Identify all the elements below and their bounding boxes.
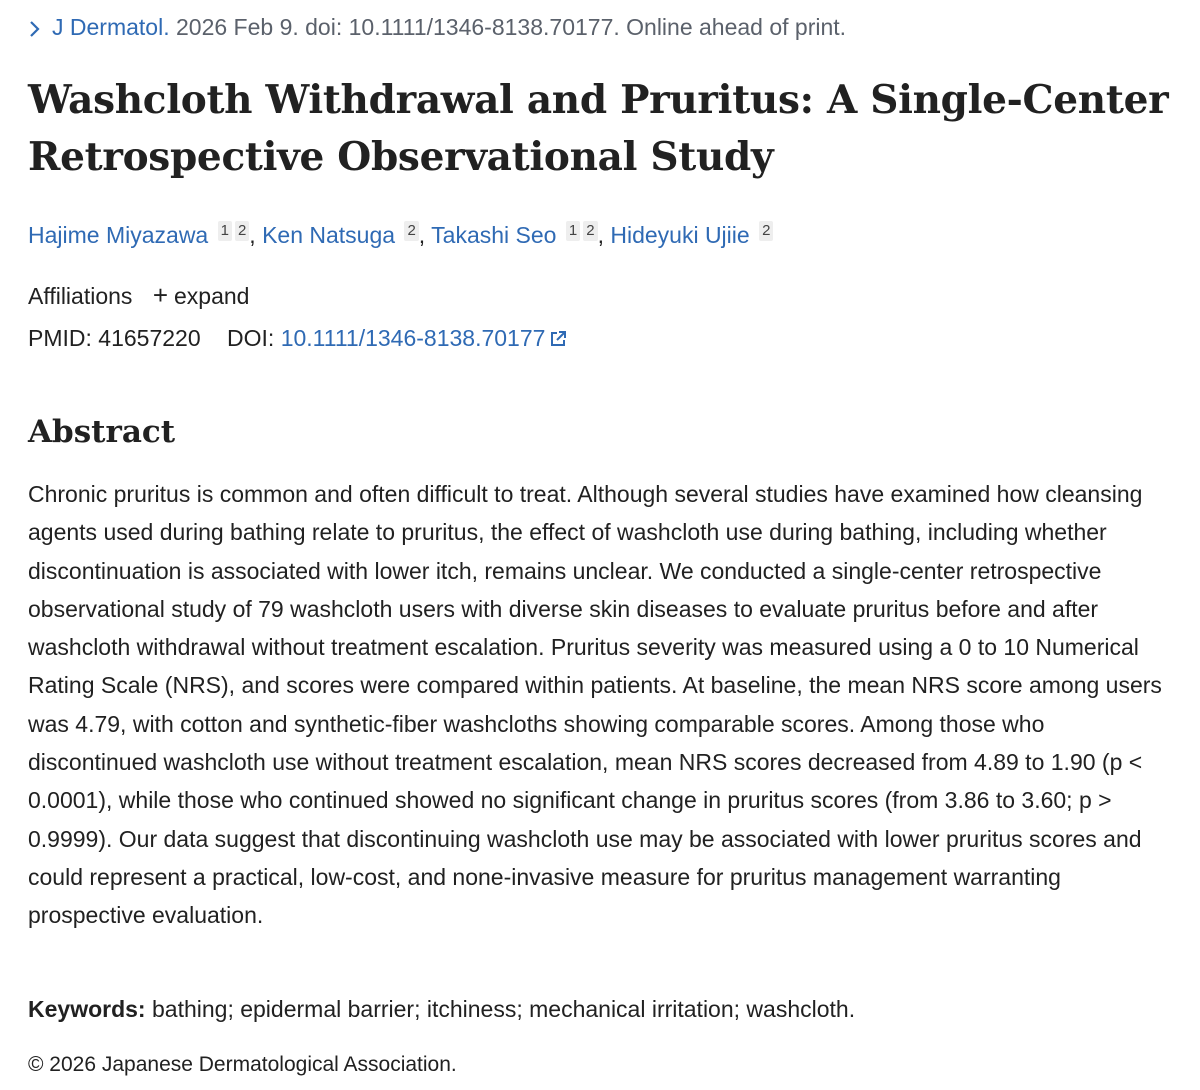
doi-link[interactable]	[281, 325, 568, 351]
affiliations-label: Affiliations	[28, 283, 133, 309]
chevron-right-icon[interactable]	[28, 12, 50, 42]
pmid-label: PMID:	[28, 325, 92, 351]
affiliation-ref[interactable]: 1	[218, 221, 232, 241]
abstract-heading: Abstract	[28, 414, 176, 450]
keywords-label: Keywords:	[28, 996, 146, 1022]
author-link[interactable]: Hideyuki Ujiie	[610, 222, 750, 248]
author-list: Hajime Miyazawa 1 2 , Ken Natsuga 2 , Takashi Seo 1 2 , Hideyuki Ujiie 2	[28, 219, 773, 251]
doi-value: 10.1111/1346-8138.70177	[280, 325, 546, 351]
author-link[interactable]: Ken Natsuga	[262, 222, 396, 248]
affiliation-ref[interactable]: 2	[404, 221, 418, 241]
keywords-text: bathing; epidermal barrier; itchiness; mechanical irritation; washcloth.	[151, 996, 856, 1022]
plus-icon: +	[152, 280, 168, 310]
external-link-icon	[549, 324, 567, 356]
abstract-text: Chronic pruritus is common and often difficult to treat. Although several studies have examined how cleansing agents used during bathing relate to pruritus, the effect of washcloth use during bathing, including whether discontinuation is associated with lower itch, remains unclear. We conducted a single-center retrospective observational study of 79 washcloth users with diverse skin diseases to evaluate pruritus before and after washcloth withdrawal without treatment escalation. Pruritus severity was measured using a 0 to 10 Numerical Rating Scale (NRS), and scores were compared within patients. At baseline, the mean NRS score among users was 4.79, with cotton and synthetic-fiber washcloths showing comparable scores. Among those who discontinued washcloth use without treatment escalation, mean NRS scores decreased from 4.89 to 1.90 (p < 0.0001), while those who continued showed no significant change in pruritus scores (from 3.86 to 3.60; p > 0.9999). Our data suggest that discontinuing washcloth use may be associated with lower pruritus scores and could represent a practical, low-cost, and none-invasive measure for pruritus management warranting prospective evaluation.	[28, 481, 1162, 929]
identifiers-row	[28, 322, 567, 356]
author-link[interactable]: Takashi Seo	[431, 222, 557, 248]
affiliations-row	[28, 279, 249, 312]
doi-label: DOI:	[227, 325, 275, 351]
copyright-notice: © 2026 Japanese Dermatological Association.	[28, 1053, 457, 1076]
citation-details: 2026 Feb 9. doi: 10.1111/1346-8138.70177. Online ahead of print.	[175, 14, 847, 40]
expand-label: expand	[174, 283, 250, 309]
pmid-value: 41657220	[98, 325, 201, 351]
affiliation-ref[interactable]: 2	[759, 221, 773, 241]
affiliation-ref[interactable]: 2	[235, 221, 249, 241]
author-link[interactable]: Hajime Miyazawa	[28, 222, 209, 248]
article-title: Washcloth Withdrawal and Pruritus: A Single-Center Retrospective Observational Study	[28, 77, 1169, 180]
journal-link[interactable]: J Dermatol.	[52, 14, 170, 40]
citation-line	[28, 12, 846, 42]
expand-affiliations-button[interactable]	[153, 279, 250, 312]
keywords-row	[28, 993, 855, 1025]
affiliation-ref[interactable]: 2	[583, 221, 597, 241]
affiliation-ref[interactable]: 1	[566, 221, 580, 241]
